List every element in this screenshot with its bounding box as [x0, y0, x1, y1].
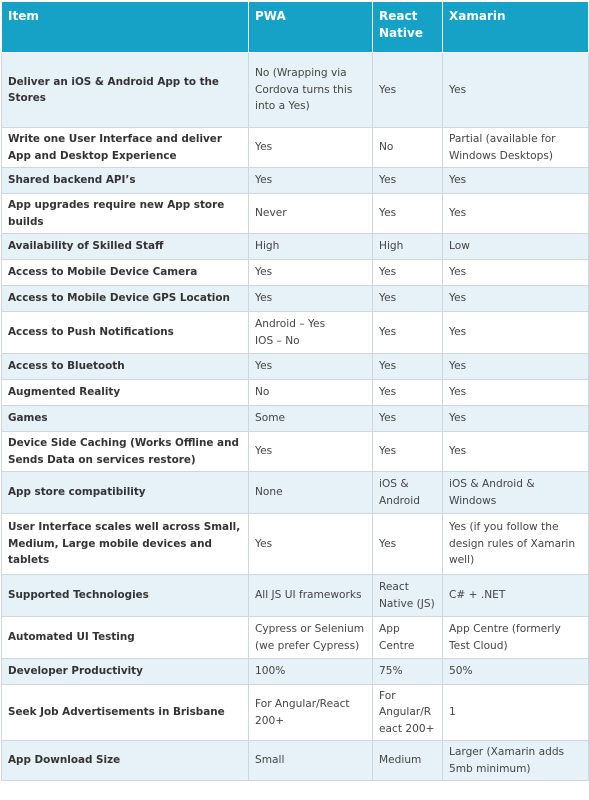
table-row — [2, 617, 589, 659]
cell-pwa: No (Wrapping via Cordova turns this into a Yes) — [249, 53, 373, 128]
cell-react-native: Yes — [373, 53, 443, 128]
cell-xamarin: Yes — [443, 312, 589, 354]
cell-pwa: Yes — [249, 514, 373, 575]
table-row — [2, 659, 589, 685]
cell-pwa: Some — [249, 406, 373, 432]
table-row — [2, 286, 589, 312]
cell-xamarin: iOS & Android & Windows — [443, 472, 589, 514]
cell-pwa: Small — [249, 741, 373, 781]
cell-pwa: Android – Yes IOS – No — [249, 312, 373, 354]
cell-xamarin: C# + .NET — [443, 575, 589, 617]
cell-item: Availability of Skilled Staff — [2, 234, 249, 260]
cell-react-native: High — [373, 234, 443, 260]
cell-pwa: Never — [249, 194, 373, 234]
cell-xamarin: Yes — [443, 53, 589, 128]
cell-xamarin: 1 — [443, 685, 589, 741]
cell-react-native: React Native (JS) — [373, 575, 443, 617]
table-row — [2, 312, 589, 354]
table-row — [2, 406, 589, 432]
table-row — [2, 53, 589, 128]
cell-react-native: Yes — [373, 514, 443, 575]
cell-pwa: Yes — [249, 168, 373, 194]
cell-item: Device Side Caching (Works Offline and Sends Data on services restore) — [2, 432, 249, 472]
cell-react-native: For Angular/React 200+ — [373, 685, 443, 741]
cell-pwa: Yes — [249, 286, 373, 312]
cell-xamarin: Yes — [443, 286, 589, 312]
cell-item: Deliver an iOS & Android App to the Stores — [2, 53, 249, 128]
cell-item: Write one User Interface and deliver App and Desktop Experience — [2, 128, 249, 168]
table-row — [2, 354, 589, 380]
header-pwa: PWA — [249, 2, 373, 53]
cell-xamarin: Yes (if you follow the design rules of Xamarin well) — [443, 514, 589, 575]
cell-react-native: iOS & Android — [373, 472, 443, 514]
cell-pwa: All JS UI frameworks — [249, 575, 373, 617]
cell-xamarin: Low — [443, 234, 589, 260]
cell-xamarin: Yes — [443, 406, 589, 432]
cell-react-native: App Centre — [373, 617, 443, 659]
cell-react-native: Yes — [373, 354, 443, 380]
cell-pwa: Cypress or Selenium (we prefer Cypress) — [249, 617, 373, 659]
table-row — [2, 260, 589, 286]
cell-pwa: None — [249, 472, 373, 514]
cell-pwa: 100% — [249, 659, 373, 685]
table-row — [2, 741, 589, 781]
table-row — [2, 128, 589, 168]
table-row — [2, 234, 589, 260]
cell-xamarin: 50% — [443, 659, 589, 685]
header-row — [2, 2, 589, 53]
cell-react-native: Yes — [373, 260, 443, 286]
header-react-native: React Native — [373, 2, 443, 53]
table-row — [2, 432, 589, 472]
cell-pwa: High — [249, 234, 373, 260]
table-row — [2, 472, 589, 514]
cell-item: Access to Push Notifications — [2, 312, 249, 354]
cell-react-native: 75% — [373, 659, 443, 685]
cell-xamarin: Yes — [443, 260, 589, 286]
cell-item: App upgrades require new App store builds — [2, 194, 249, 234]
comparison-table — [1, 1, 589, 781]
header-item: Item — [2, 2, 249, 53]
table-body — [2, 53, 589, 781]
cell-react-native: Yes — [373, 286, 443, 312]
cell-xamarin: Yes — [443, 432, 589, 472]
cell-xamarin: Yes — [443, 380, 589, 406]
cell-react-native: Medium — [373, 741, 443, 781]
cell-item: Access to Mobile Device GPS Location — [2, 286, 249, 312]
table-row — [2, 194, 589, 234]
cell-xamarin: Yes — [443, 194, 589, 234]
cell-item: App store compatibility — [2, 472, 249, 514]
cell-pwa: Yes — [249, 128, 373, 168]
cell-xamarin: Yes — [443, 168, 589, 194]
table-row — [2, 514, 589, 575]
table-row — [2, 168, 589, 194]
cell-react-native: Yes — [373, 168, 443, 194]
cell-react-native: Yes — [373, 380, 443, 406]
cell-xamarin: Larger (Xamarin adds 5mb minimum) — [443, 741, 589, 781]
cell-pwa: Yes — [249, 260, 373, 286]
cell-item: Games — [2, 406, 249, 432]
cell-xamarin: Partial (available for Windows Desktops) — [443, 128, 589, 168]
cell-react-native: Yes — [373, 432, 443, 472]
cell-react-native: Yes — [373, 312, 443, 354]
cell-xamarin: App Centre (formerly Test Cloud) — [443, 617, 589, 659]
cell-item: Access to Mobile Device Camera — [2, 260, 249, 286]
cell-react-native: Yes — [373, 406, 443, 432]
cell-xamarin: Yes — [443, 354, 589, 380]
cell-item: Access to Bluetooth — [2, 354, 249, 380]
cell-item: Seek Job Advertisements in Brisbane — [2, 685, 249, 741]
cell-pwa: Yes — [249, 354, 373, 380]
cell-item: App Download Size — [2, 741, 249, 781]
cell-item: Developer Productivity — [2, 659, 249, 685]
cell-react-native: Yes — [373, 194, 443, 234]
cell-item: Shared backend API’s — [2, 168, 249, 194]
cell-item: Automated UI Testing — [2, 617, 249, 659]
cell-item: Supported Technologies — [2, 575, 249, 617]
table-row — [2, 380, 589, 406]
cell-pwa: For Angular/React 200+ — [249, 685, 373, 741]
header-xamarin: Xamarin — [443, 2, 589, 53]
cell-item: Augmented Reality — [2, 380, 249, 406]
table-row — [2, 685, 589, 741]
cell-pwa: Yes — [249, 432, 373, 472]
cell-pwa: No — [249, 380, 373, 406]
table-row — [2, 575, 589, 617]
table-header — [2, 2, 589, 53]
cell-react-native: No — [373, 128, 443, 168]
cell-item: User Interface scales well across Small, Medium, Large mobile devices and tablets — [2, 514, 249, 575]
